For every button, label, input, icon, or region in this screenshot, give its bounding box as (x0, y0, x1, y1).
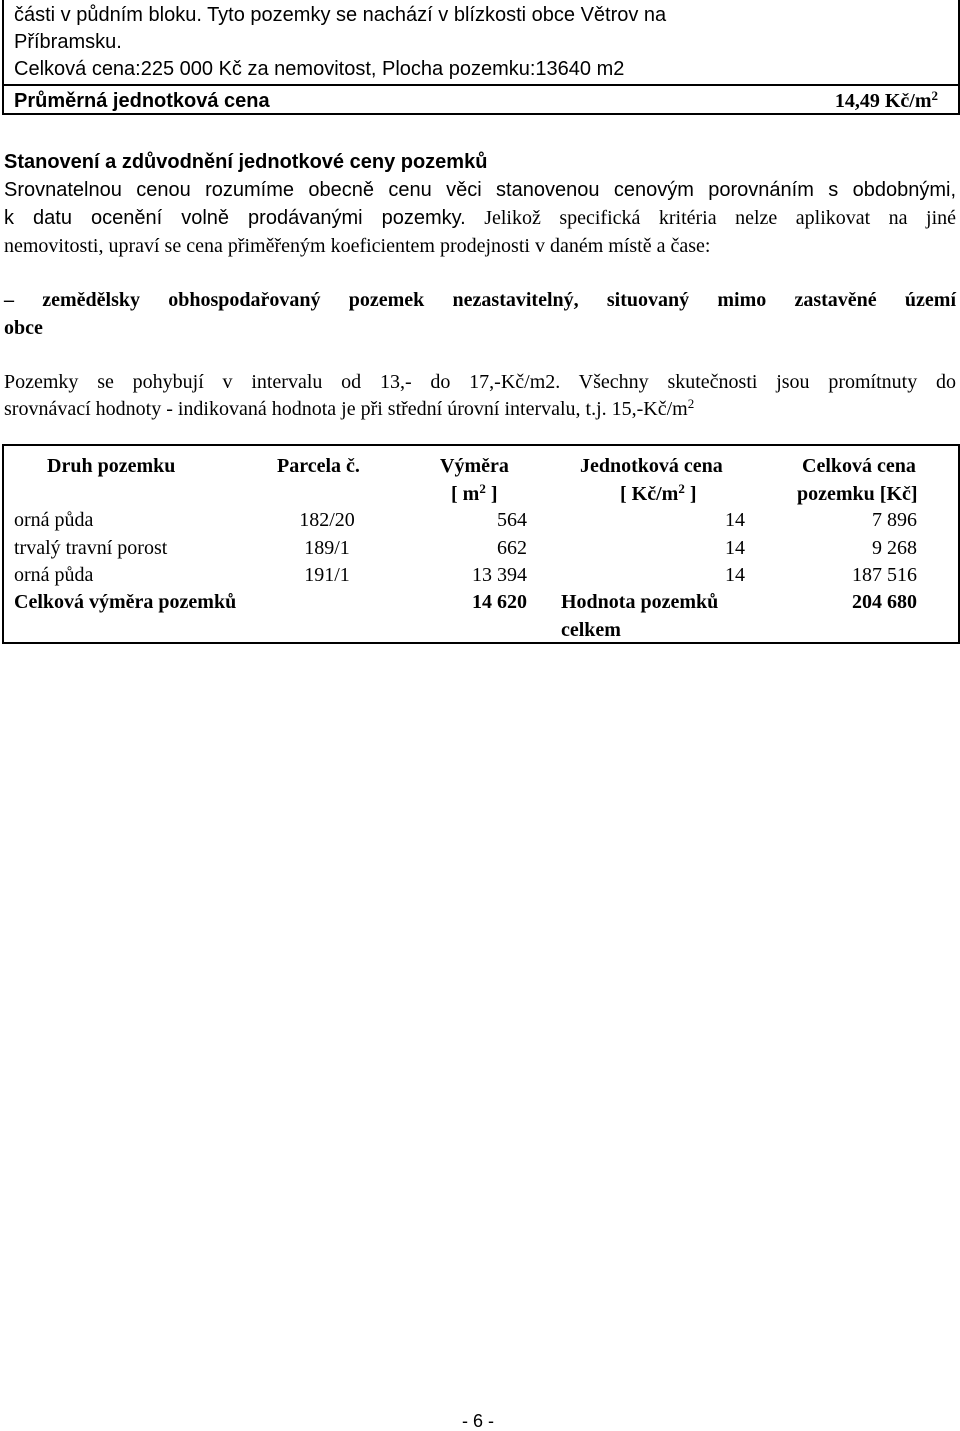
avg-price-value: 14,49 $Kč/m^2$ (834, 88, 938, 112)
cell-celkova: 9 268 (872, 537, 917, 559)
cell-druh: orná půda (14, 564, 94, 586)
cell-parcela: 191/1 (304, 564, 350, 586)
cell-parcela: 189/1 (304, 537, 350, 559)
avg-price-label: Průměrná jednotková cena (14, 90, 270, 112)
header-jednotkova: Jednotková cena (580, 455, 723, 477)
section-heading: Stanovení a zdůvodnění jednotkové ceny pozemků (4, 151, 488, 173)
total-value: 204 680 (852, 591, 917, 613)
cell-celkova: 187 516 (852, 564, 917, 586)
cell-jednotkova: 14 (725, 564, 745, 586)
avg-price-separator (2, 84, 960, 86)
header-vymera: Výměra (440, 455, 509, 477)
summary-line-1: části v půdním bloku. Tyto pozemky se nachází v blízkosti obce Větrov na (14, 4, 667, 26)
cell-celkova: 7 896 (872, 509, 917, 531)
cell-vymera: 13 394 (472, 564, 527, 586)
cell-vymera: 564 (497, 509, 527, 531)
total-label: Celková výměra pozemků (14, 591, 237, 613)
cell-druh: trvalý travní porost (14, 537, 168, 559)
paragraph-1-line-2: k datu ocenění volně prodávanými pozemky. Jelikož specifická kritéria nelze aplikovat na jiné (4, 207, 957, 229)
cell-parcela: 182/20 (299, 509, 355, 531)
header-celkova: Celková cena (802, 455, 916, 477)
total-value-label-2: celkem (561, 619, 621, 641)
paragraph-1-line-3: nemovitosti, upraví se cena přiměřeným koeficientem prodejnosti v daném místě a čase: (4, 235, 711, 257)
header-celkova-unit: pozemku [Kč] (797, 483, 918, 505)
summary-line-2: Příbramsku. (14, 31, 122, 53)
page-number: - 6 - (462, 1411, 495, 1431)
header-druh: Druh pozemku (47, 455, 176, 477)
header-vymera-unit: [ $m^2$ ] (451, 481, 498, 505)
cell-jednotkova: 14 (725, 509, 745, 531)
paragraph-2-line-1: Pozemky se pohybují v intervalu od 13,- do 17,-Kč/m2. Všechny skutečnosti jsou promítnuty do (4, 371, 956, 393)
summary-line-3: Celková cena:225 000 Kč za nemovitost, Plocha pozemku:13640 m2 (14, 58, 625, 80)
total-vymera: 14 620 (472, 591, 527, 613)
cell-druh: orná půda (14, 509, 94, 531)
header-jednotkova-unit: [ $Kč/m^2$ ] (620, 481, 697, 505)
cell-jednotkova: 14 (725, 537, 745, 559)
paragraph-2-line-2: srovnávací hodnoty - indikovaná hodnota je při střední úrovní intervalu, t.j. $15,-Kč/m^2$ (4, 396, 695, 420)
total-value-label-1: Hodnota pozemků (561, 591, 719, 613)
header-parcela: Parcela č. (277, 455, 360, 477)
bullet-line-2: obce (4, 317, 43, 339)
paragraph-1-line-1: Srovnatelnou cenou rozumíme obecně cenu věci stanovenou cenovým porovnáním s obdobnými, (4, 179, 956, 201)
bullet-line-1: – zemědělsky obhospodařovaný pozemek nezastavitelný, situovaný mimo zastavěné území (4, 289, 956, 311)
cell-vymera: 662 (497, 537, 527, 559)
